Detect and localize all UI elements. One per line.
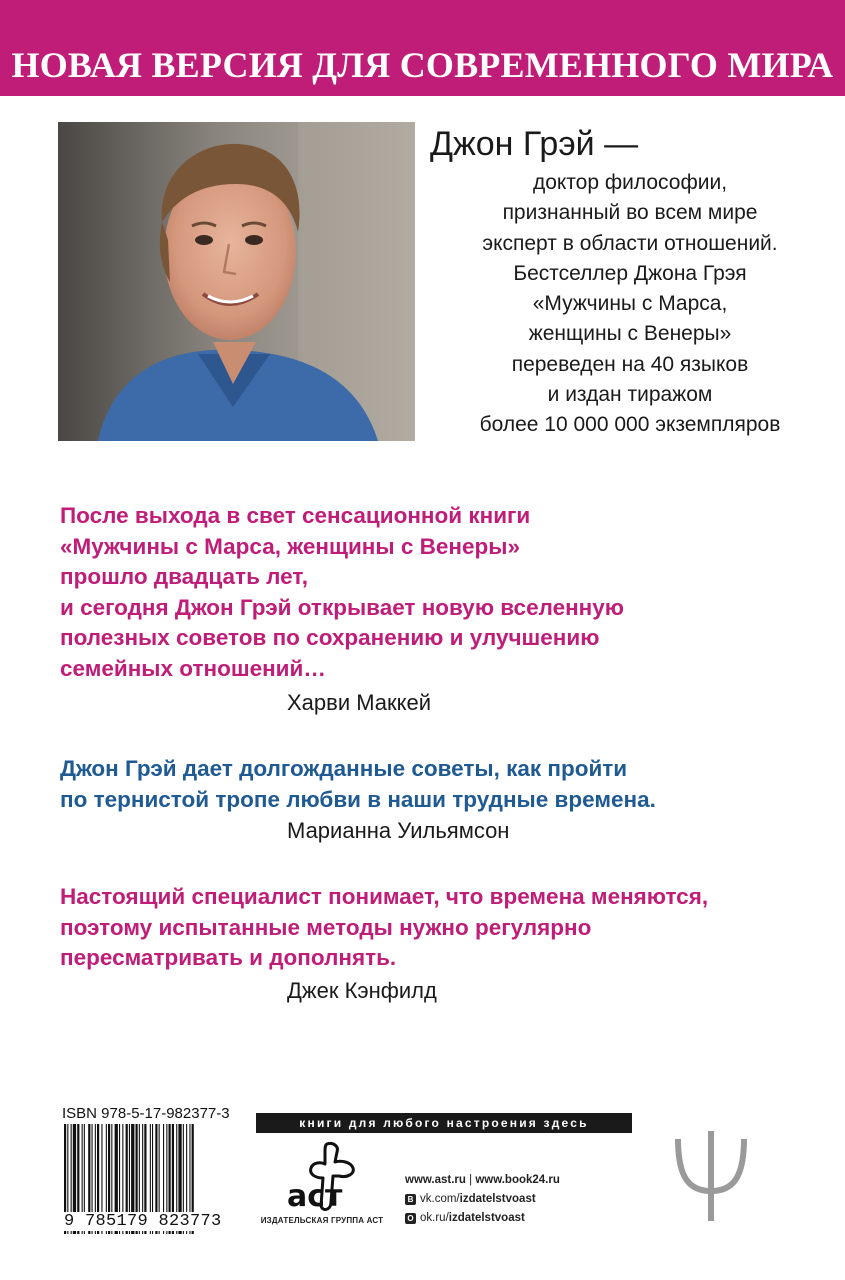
slogan-strip: книги для любого настроения здесь bbox=[256, 1113, 632, 1133]
bio-line: женщины с Венеры» bbox=[528, 322, 732, 346]
quote-williamson bbox=[60, 754, 820, 815]
bio-line: доктор философии, bbox=[532, 171, 728, 194]
psi-symbol-icon bbox=[668, 1125, 754, 1225]
websites-separator: | bbox=[465, 1174, 476, 1186]
bio-line: Бестселлер Джона Грэя bbox=[513, 261, 747, 285]
quote-author: Джек Кэнфилд bbox=[287, 978, 437, 1003]
websites-row bbox=[405, 1171, 560, 1190]
vk-icon: В bbox=[405, 1194, 416, 1205]
bio-line: более 10 000 000 экземпляров bbox=[479, 413, 781, 437]
website-link-ast[interactable]: www.ast.ru bbox=[405, 1174, 466, 1186]
quote-line: «Мужчины с Марса, женщины с Венеры» bbox=[60, 533, 520, 559]
bio-line: «Мужчины с Марса, bbox=[532, 292, 728, 316]
quote-line: прошло двадцать лет, bbox=[60, 564, 308, 589]
quote-line: и сегодня Джон Грэй открывает новую вселенную bbox=[60, 594, 625, 620]
quote-line: поэтому испытанные методы нужно регулярно bbox=[60, 914, 592, 940]
quote-line: по тернистой тропе любви в наши трудные времена. bbox=[60, 786, 656, 812]
quote-line: Джон Грэй дает долгожданные советы, как пройти bbox=[60, 756, 628, 781]
bio-name: Джон Грэй — bbox=[430, 125, 639, 163]
banner-title: НОВАЯ ВЕРСИЯ ДЛЯ СОВРЕМЕННОГО МИРА bbox=[11, 45, 834, 85]
publisher-name: ИЗДАТЕЛЬСКАЯ ГРУППА АСТ bbox=[260, 1216, 384, 1225]
social-prefix: vk.com/ bbox=[420, 1193, 460, 1205]
social-row-ok[interactable] bbox=[405, 1209, 560, 1228]
quote-line: После выхода в свет сенсационной книги bbox=[60, 503, 531, 528]
social-prefix: ok.ru/ bbox=[420, 1212, 449, 1224]
quote-line: Настоящий специалист понимает, что времена меняются, bbox=[60, 884, 709, 909]
ast-logo-icon bbox=[281, 1140, 361, 1222]
social-handle: izdatelstvoast bbox=[448, 1212, 525, 1224]
social-handle: izdatelstvoast bbox=[459, 1193, 536, 1205]
bio-text bbox=[430, 168, 830, 441]
header-banner bbox=[0, 0, 845, 96]
quote-author: Харви Маккей bbox=[287, 690, 432, 715]
quote-line: пересматривать и дополнять. bbox=[60, 945, 397, 970]
barcode-digits: 9 785179 823773 bbox=[62, 1212, 239, 1231]
bio-line: и издан тиражом bbox=[547, 383, 713, 407]
publisher-links bbox=[405, 1171, 560, 1228]
ok-icon: О bbox=[405, 1213, 416, 1224]
bio-line: признанный во всем мире bbox=[502, 201, 758, 225]
author-photo bbox=[58, 122, 415, 441]
bio-line: переведен на 40 языков bbox=[511, 352, 749, 376]
quote-canfield bbox=[60, 882, 820, 974]
quote-line: полезных советов по сохранению и улучшению bbox=[60, 625, 600, 650]
logo-text: аст bbox=[287, 1179, 343, 1214]
bio-line: эксперт в области отношений. bbox=[482, 231, 778, 255]
quote-author: Марианна Уильямсон bbox=[287, 818, 510, 843]
social-row-vk[interactable] bbox=[405, 1190, 560, 1209]
quote-mackay bbox=[60, 501, 820, 684]
website-link-book24[interactable]: www.book24.ru bbox=[475, 1174, 560, 1186]
quote-line: семейных отношений… bbox=[60, 655, 326, 681]
isbn-text: ISBN 978-5-17-982377-3 bbox=[62, 1105, 230, 1122]
